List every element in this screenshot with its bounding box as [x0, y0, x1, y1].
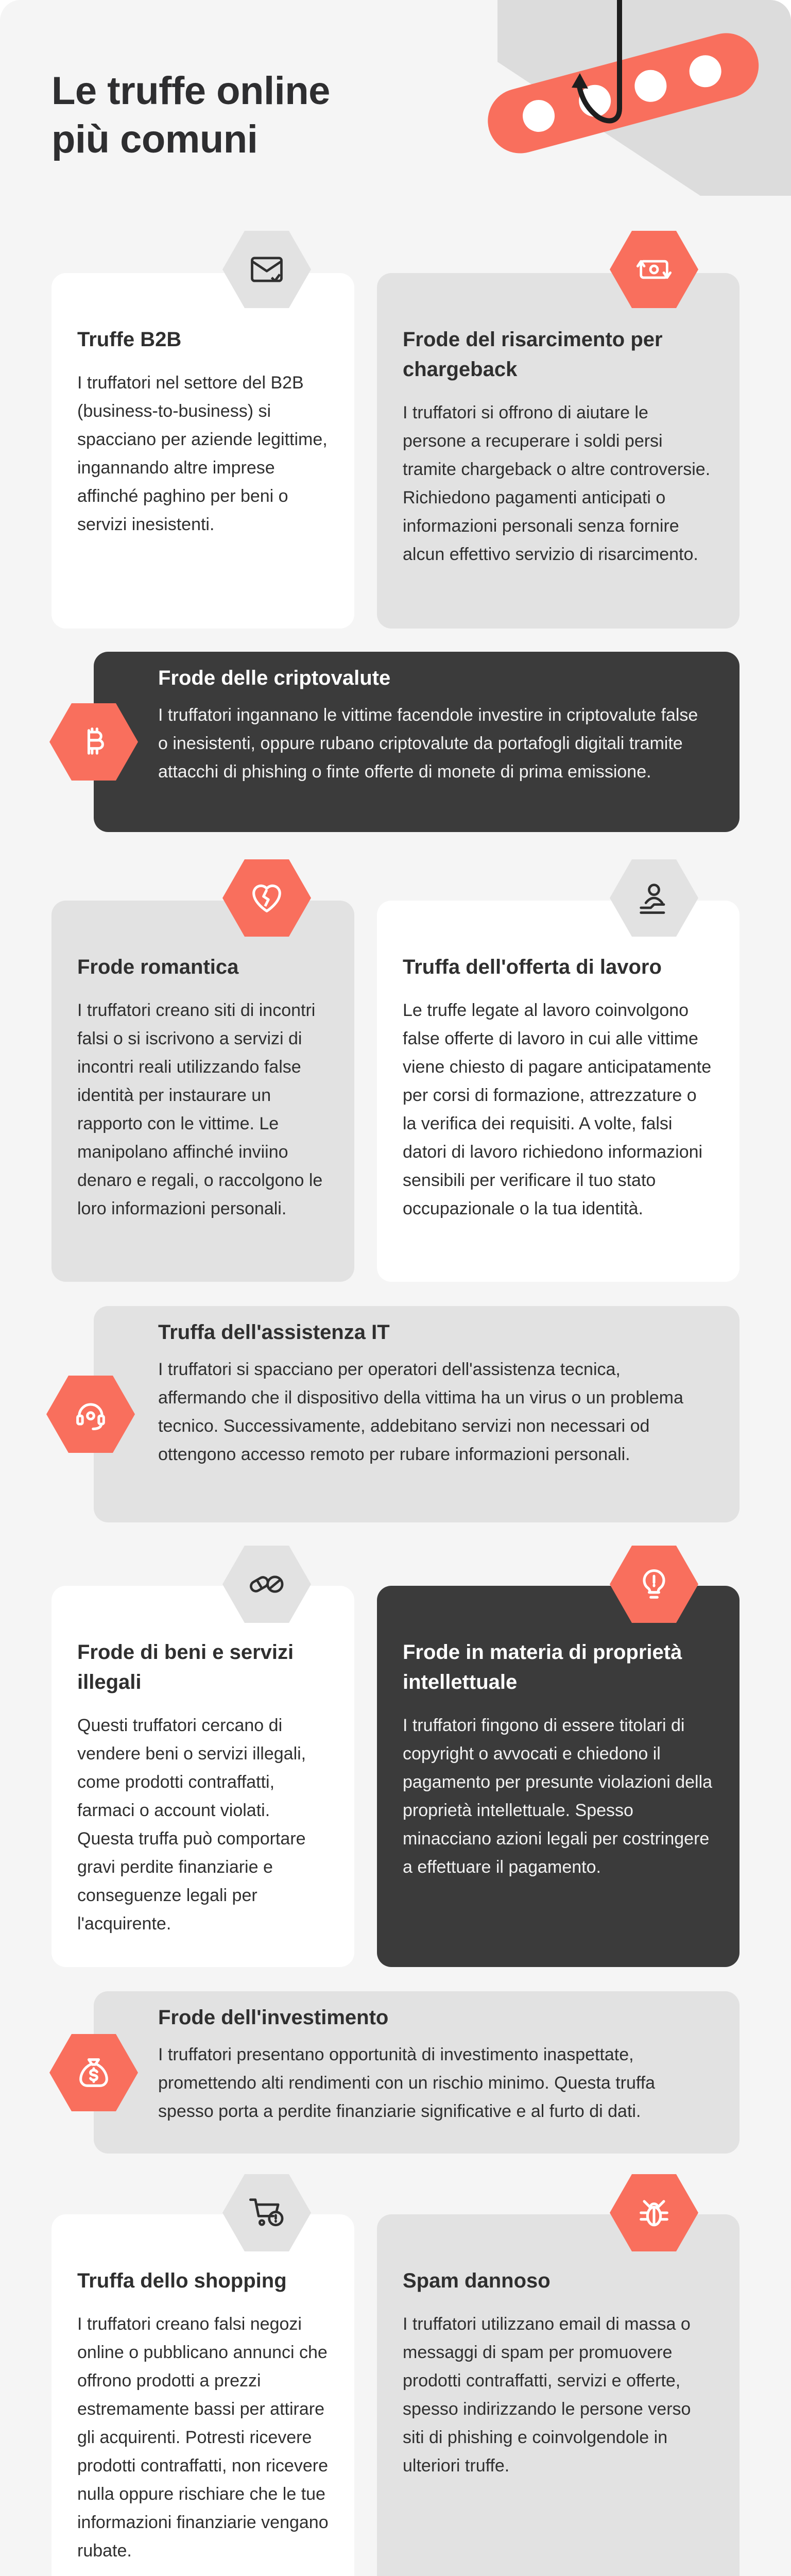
card-title: Truffa dello shopping: [77, 2269, 287, 2292]
card-romance-fraud: [51, 901, 354, 1282]
card-illegal-goods-fraud: [51, 1586, 354, 1967]
card-text: I truffatori ingannano le vittime facendole investire in criptovalute false o inesistenti, oppure rubano criptovalute da portafogli digitali tramite attacchi di phishing o finte offerte di monete di prima emissione.: [158, 705, 698, 782]
card-text: I truffatori si offrono di aiutare le persone a recuperare i soldi persi tramite chargeback o altre controversie. Richiedono pagamenti anticipati o informazioni personali senza fornire alcun effettivo servizio di risarcimento.: [403, 403, 711, 564]
card-title: Truffa dell'offerta di lavoro: [403, 956, 662, 978]
card-shopping-scam: [51, 2214, 354, 2576]
card-malicious-spam: [377, 2214, 740, 2576]
fishing-hook-illustration: [474, 0, 791, 196]
card-title: Frode romantica: [77, 956, 239, 978]
page-title: [51, 67, 330, 164]
card-text: I truffatori creano falsi negozi online o pubblicano annunci che offrono prodotti a prezzi estremamente bassi per attirare gli acquirenti. Potresti ricevere prodotti contraffatti, non ricevere nulla oppure rischiare che le tue informazioni finanziarie vengano rubate.: [77, 2314, 329, 2561]
card-title: Frode delle criptovalute: [158, 667, 391, 689]
card-title: Frode in materia di proprietà intellettuale: [403, 1641, 682, 1693]
card-text: I truffatori si spacciano per operatori dell'assistenza tecnica, affermando che il dispositivo della vittima ha un virus o un problema tecnico. Successivamente, addebitano servizi non necessari od ottengono accesso remoto per rubare informazioni personali.: [158, 1360, 683, 1464]
card-text: I truffatori fingono di essere titolari di copyright o avvocati e chiedono il pagamento per presunte violazioni della proprietà intellettuale. Spesso minacciano azioni legali per costringere a effettuare il pagamento.: [403, 1716, 713, 1877]
card-text: I truffatori nel settore del B2B (business-to-business) si spacciano per aziende legittime, ingannando altre imprese affinché paghino per beni o servizi inesistenti.: [77, 373, 328, 534]
card-title: Truffa dell'assistenza IT: [158, 1321, 390, 1344]
card-chargeback-fraud: [377, 273, 740, 629]
card-intellectual-property-fraud: [377, 1586, 740, 1967]
card-title: Frode di beni e servizi illegali: [77, 1641, 294, 1693]
card-text: Questi truffatori cercano di vendere beni o servizi illegali, come prodotti contraffatti, farmaci o account violati. Questa truffa può comportare gravi perdite finanziarie e conseguenze legali per l'acquirente.: [77, 1716, 306, 1934]
card-text: Le truffe legate al lavoro coinvolgono false offerte di lavoro in cui alle vittime viene chiesto di pagare anticipatamente per corsi di formazione, attrezzature o la verifica dei requisiti. A volte, falsi datori di lavoro richiedono informazioni sensibili per verificare il tuo stato occupazionale o la tua identità.: [403, 1001, 712, 1218]
card-title: Frode del risarcimento per chargeback: [403, 328, 663, 381]
card-title: Truffe B2B: [77, 328, 182, 351]
card-crypto-fraud: [94, 652, 740, 832]
card-text: I truffatori presentano opportunità di investimento inaspettate, promettendo alti rendimenti con un rischio minimo. Questa truffa spesso porta a perdite finanziarie significative e al furto di dati.: [158, 2045, 656, 2121]
card-it-support-scam: [94, 1306, 740, 1522]
card-text: I truffatori utilizzano email di massa o messaggi di spam per promuovere prodotti contraffatti, servizi e offerte, spesso indirizzando le persone verso siti di phishing e coinvolgendole in ulteriori truffe.: [403, 2314, 691, 2476]
title-line-2: più comuni: [51, 117, 258, 161]
card-b2b-fraud: [51, 273, 354, 629]
card-title: Frode dell'investimento: [158, 2006, 389, 2029]
title-line-1: Le truffe online: [51, 69, 330, 113]
card-investment-fraud: [94, 1991, 740, 2154]
card-title: Spam dannoso: [403, 2269, 551, 2292]
card-text: I truffatori creano siti di incontri falsi o si iscrivono a servizi di incontri reali utilizzando false identità per instaurare un rapporto con le vittime. Le manipolano affinché inviino denaro e regali, o raccolgono le loro informazioni personali.: [77, 1001, 323, 1218]
card-job-offer-scam: [377, 901, 740, 1282]
